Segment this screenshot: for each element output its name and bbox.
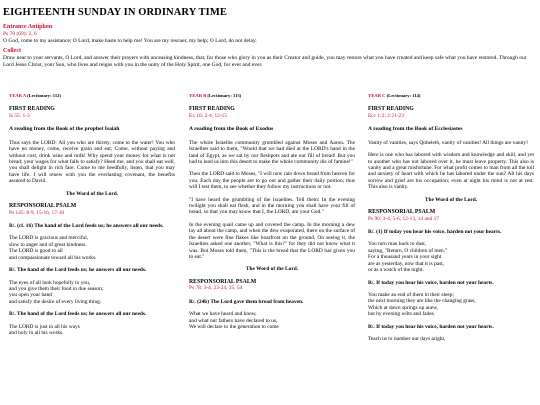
stanza-line: are as yesterday, now that it is past, [368, 260, 445, 267]
reading-title: A reading from the Book of the prophet Isaiah [9, 126, 120, 133]
column-year-b [189, 93, 355, 336]
reading-paragraph: Then the LORD said to Moses, "I will now rain down bread from heaven for you. Each day the people are to go out and gather their daily portion; thus will I test them, to see whether they follow my instructions or not. [189, 171, 355, 191]
column-year-a [9, 93, 175, 342]
year-name: YEAR C [368, 93, 386, 98]
psalm-response: R/. (1) If today you hear his voice, harden not your hearts. [368, 229, 502, 236]
readings-columns [3, 93, 537, 405]
psalm-ref: Ps 145: 8-9, 15-16, 17-18 [9, 209, 65, 216]
reading-paragraph: Thus says the LORD: All you who are thirsty, come to the water! You who have no money, come, receive grain and eat; Come, without paying and without cost, drink wine and milk! Why spend your money for what is not bread; your wages for what fails to satisfy? Heed me, and you shall eat well, you shall delight in rich fare. Come to me heedfully, listen, that you may have life. I will renew with you the everlasting covenant, the benefits assured to David. [9, 139, 175, 185]
stanza-line: Teach us to number our days aright, [368, 335, 446, 342]
stanza-line: The LORD is just in all his ways [9, 323, 80, 330]
first-reading-ref: Ecc 1:2; 2:21-23 [368, 113, 404, 119]
stanza-line: and what our fathers have declared to us, [189, 317, 278, 324]
stanza-line: or as a watch of the night. [368, 267, 424, 274]
reading-paragraph: The whole Israelite community grumbled against Moses and Aaron. The Israelites said to them, "Would that we had died at the LORD's hand in the land of Egypt, as we sat by our fleshpots and ate our fill of bread! But you had to lead us into this desert to make the whole community die of famine!" [189, 139, 355, 166]
stanza-line: you open your hand [9, 292, 52, 299]
entrance-antiphon [3, 24, 537, 44]
stanza-line: but by evening wilts and fades. [368, 311, 436, 318]
psalm-response: R/. The hand of the Lord feeds us; he answers all our needs. [9, 267, 147, 274]
stanza-line: the next morning they are like the changing grass, [368, 298, 476, 305]
collect [3, 48, 537, 68]
psalm-stanza [368, 241, 534, 273]
stanza-line: saying, "Return, O children of men." [368, 247, 448, 254]
year-name: YEAR B [189, 93, 207, 98]
psalm-response: R/. If today you hear his voice, harden not your hearts. [368, 279, 494, 286]
first-reading-label: FIRST READING [189, 106, 235, 113]
psalm-stanza [368, 336, 534, 342]
stanza-line: We will declare to the generation to come [189, 323, 279, 330]
psalm-ref: Ps 78: 3-4, 23-24, 25, 54 [189, 285, 243, 292]
first-reading-ref: Ex 16: 2-4, 12-15 [189, 113, 228, 119]
reading-title: A reading from the Book of Exodus [189, 126, 274, 133]
psalm-stanza [9, 324, 175, 337]
entrance-ref: Ps 70 (69): 2, 6 [3, 31, 37, 37]
psalm-stanza [368, 292, 534, 318]
collect-text: Draw near to your servants, O Lord, and answer their prayers with unceasing kindness, that, for those who glory in you as their Creator and guide, you may restore what you have created and keep safe what you have restored. Through our Lord Jesus Christ, your Son, who lives and reigns with you in the unity of the Holy Spirit, one God, for ever and ever. [3, 55, 527, 68]
stanza-line: slow to anger and of great kindness. [9, 241, 87, 248]
entrance-heading: Entrance Antiphon [3, 24, 53, 30]
collect-heading: Collect [3, 48, 21, 55]
year-label [189, 93, 355, 99]
page-title: EIGHTEENTH SUNDAY IN ORDINARY TIME [3, 7, 227, 18]
psalm-label: RESPONSORIAL PSALM [368, 209, 436, 216]
psalm-stanza [9, 235, 175, 261]
reading-paragraph: Vanity of vanities, says Qoheleth, vanity of vanities! All things are vanity! [368, 139, 529, 146]
stanza-line: The LORD is gracious and merciful, [9, 235, 89, 242]
reading-title: A reading from the Book of Ecclesiastes [368, 126, 463, 133]
column-year-c [368, 93, 534, 348]
stanza-line: and holy in all his works. [9, 329, 64, 336]
stanza-line: The LORD is good to all [9, 248, 63, 255]
reading-paragraph: In the evening quail came up and covered the camp. In the morning a dew lay all about the camp, and when the dew evaporated, there on the surface of the desert were fine flakes like hoarfrost on the ground. On seeing it, the Israelites asked one another, "What is this?" for they did not know what it was. But Moses told them, "This is the bread that the LORD has given you to eat." [189, 221, 355, 260]
psalm-label: RESPONSORIAL PSALM [9, 203, 77, 210]
psalm-stanza [9, 280, 175, 306]
stanza-line: and satisfy the desire of every living thing. [9, 298, 102, 305]
psalm-stanza [189, 311, 355, 330]
lectionary-number: (Lectionary: 113) [207, 93, 242, 98]
psalm-ref: Ps 90: 3-4, 5-6, 12-13, 14 and 17 [368, 215, 439, 222]
year-name: YEAR A [9, 93, 26, 98]
stanza-line: You turn man back to dust, [368, 241, 427, 248]
stanza-line: and you give them their food in due season; [9, 285, 104, 292]
lectionary-number: (Lectionary: 114) [386, 93, 421, 98]
year-label [9, 93, 175, 99]
psalm-response: R/. (24b) The Lord gave them bread from heaven. [189, 298, 304, 305]
stanza-line: You make an end of them in their sleep; [368, 291, 454, 298]
stanza-line: Which at dawn springs up anew, [368, 304, 439, 311]
stanza-line: For a thousand years in your sight [368, 254, 442, 261]
reading-paragraph: "I have heard the grumbling of the Israelites. Tell them: In the evening twilight you shall eat flesh, and in the morning you shall have your fill of bread, so that you may know that I, the LORD, am your God." [189, 196, 355, 216]
first-reading-label: FIRST READING [368, 106, 414, 113]
psalm-response: R/. If today you hear his voice, harden not your hearts. [368, 323, 494, 330]
year-label [368, 93, 534, 99]
word-of-the-lord: The Word of the Lord. [424, 196, 478, 203]
word-of-the-lord: The Word of the Lord. [245, 266, 299, 273]
lectionary-number: (Lectionary: 112) [27, 93, 61, 98]
psalm-response: R/. The hand of the Lord feeds us; he answers all our needs. [9, 311, 147, 318]
page-header [3, 0, 537, 72]
word-of-the-lord: The Word of the Lord. [65, 190, 119, 197]
psalm-response: R/. (cf. 16) The hand of the Lord feeds us; he answers all our needs. [9, 223, 164, 230]
reading-paragraph: Here is one who has labored with wisdom and knowledge and skill, and yet to another who has not labored over it, he must leave property. This also is vanity and a great misfortune. For what profit comes to man from all the toil and anxiety of heart with which he has labored under the sun? All his days sorrow and grief are his occupation; even at night his mind is not at rest. This also is vanity. [368, 152, 534, 191]
stanza-line: What we have heard and know, [189, 311, 257, 318]
stanza-line: The eyes of all look hopefully to you, [9, 279, 91, 286]
psalm-label: RESPONSORIAL PSALM [189, 278, 257, 285]
first-reading-label: FIRST READING [9, 106, 55, 113]
stanza-line: and compassionate toward all his works. [9, 254, 97, 261]
entrance-text: O God, come to my assistance; O Lord, make haste to help me! You are my rescuer, my help; O Lord, do not delay. [3, 37, 257, 44]
first-reading-ref: Is 55: 1-3 [9, 113, 30, 119]
